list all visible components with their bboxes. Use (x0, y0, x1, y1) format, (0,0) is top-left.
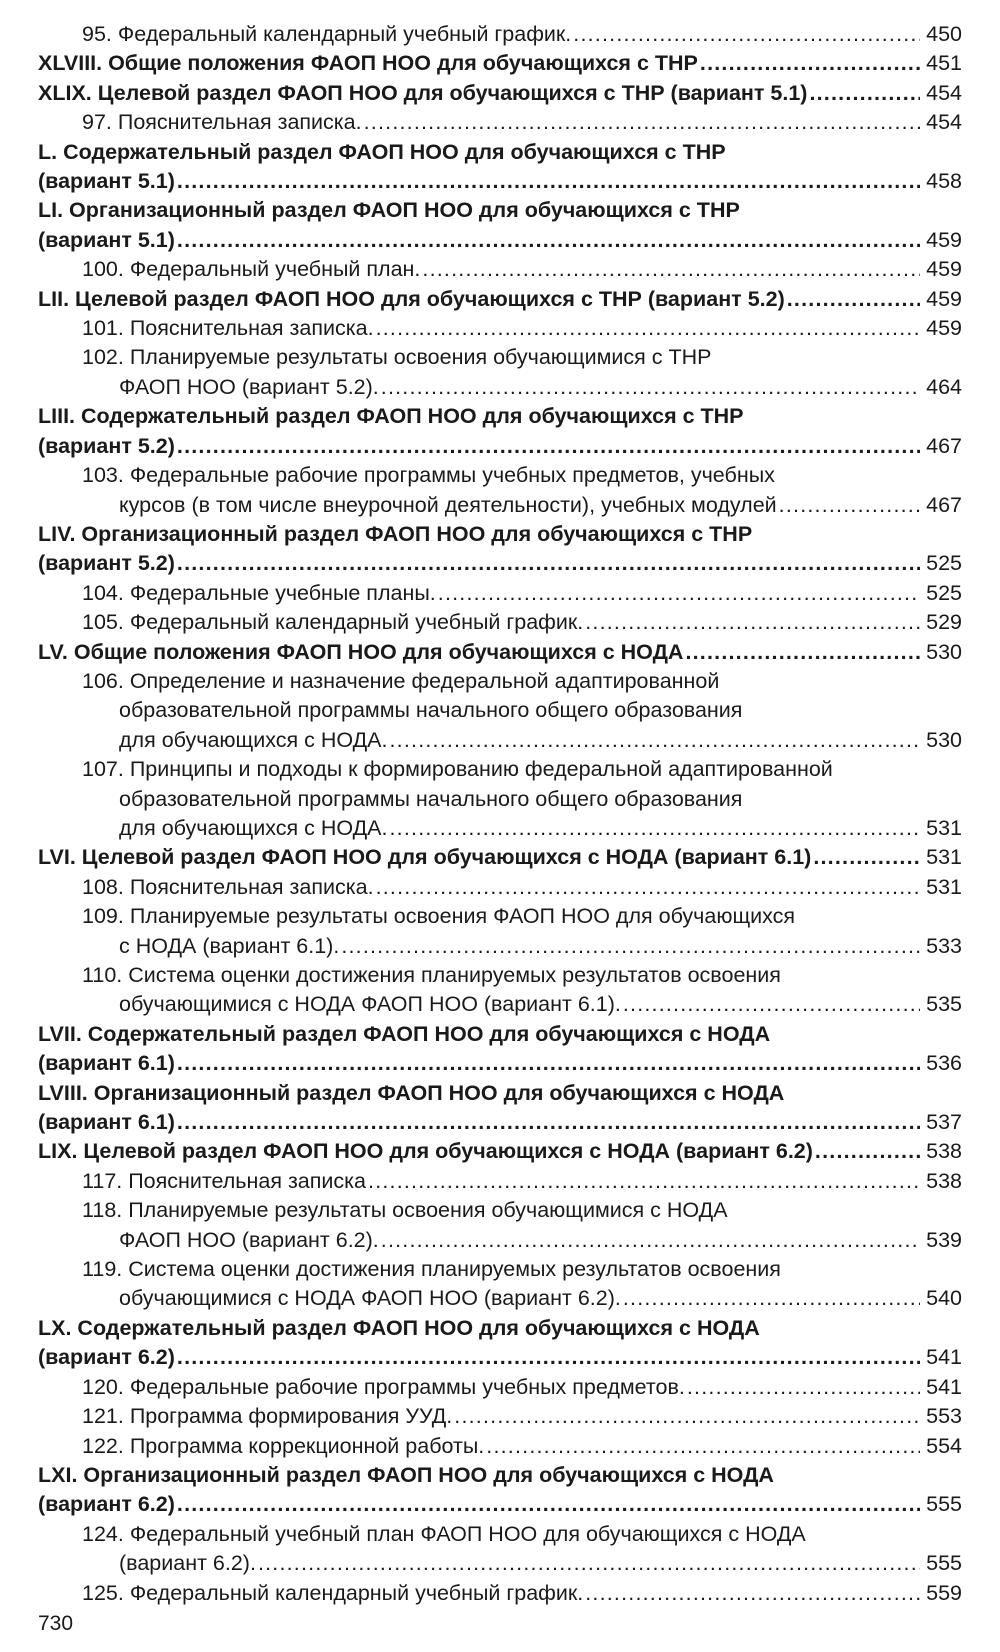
toc-page-number: 459 (926, 286, 962, 311)
toc-entry-title-line (82, 373, 922, 402)
toc-entry-title-line: LXI. Организационный раздел ФАОП НОО для обучающихся с НОДА (38, 1462, 774, 1487)
toc-entry-title (82, 108, 922, 137)
dot-leader (438, 579, 920, 608)
toc-entry-title-text: LVI. Целевой раздел ФАОП НОО для обучающихся с НОДА (вариант 6.1) (38, 845, 812, 870)
toc-entry-title (82, 902, 922, 961)
toc-subsection-entry[interactable] (38, 608, 962, 637)
toc-page-number: 531 (926, 874, 962, 899)
dot-leader (376, 873, 920, 902)
dot-leader (573, 20, 920, 49)
toc-entry-title (82, 1432, 922, 1461)
toc-subsection-entry[interactable] (38, 579, 962, 608)
toc-entry-title-text: 108. Пояснительная записка. (82, 874, 374, 899)
toc-entry-title-line: 124. Федеральный учебный план ФАОП НОО для обучающихся с НОДА (82, 1521, 806, 1546)
toc-subsection-entry[interactable] (38, 1196, 962, 1255)
toc-entry-title-line (38, 167, 922, 196)
toc-subsection-entry[interactable] (38, 667, 962, 755)
toc-entry-title-line (82, 814, 922, 843)
toc-entry-title-line (82, 873, 922, 902)
toc-subsection-entry[interactable] (38, 1167, 962, 1196)
toc-entry-title-line: 107. Принципы и подходы к формированию федеральной адаптированной (82, 757, 833, 782)
toc-page-number: 459 (926, 316, 962, 341)
toc-entry-title-text: 117. Пояснительная записка (82, 1168, 367, 1193)
toc-entry-title-line: LIV. Организационный раздел ФАОП НОО для обучающихся с ТНР (38, 521, 753, 546)
toc-section-entry[interactable] (38, 1461, 962, 1520)
toc-page-number: 454 (926, 110, 962, 135)
toc-subsection-entry[interactable] (38, 108, 962, 137)
toc-entry-title-text: (вариант 5.1) (38, 169, 175, 194)
toc-subsection-entry[interactable] (38, 343, 962, 402)
dot-leader (258, 1549, 920, 1578)
toc-section-entry[interactable] (38, 1079, 962, 1138)
toc-page-number: 530 (926, 639, 962, 664)
toc-page-number: 525 (926, 551, 962, 576)
dot-leader (815, 1137, 920, 1166)
toc-entry-title (82, 1579, 922, 1608)
toc-entry-title-line (82, 255, 922, 284)
toc-page-number: 541 (926, 1374, 962, 1399)
toc-entry-title-text: 105. Федеральный календарный учебный график. (82, 610, 584, 635)
toc-subsection-entry[interactable] (38, 755, 962, 843)
dot-leader (585, 608, 920, 637)
toc-entry-title-text: 120. Федеральные рабочие программы учебных предметов. (82, 1374, 685, 1399)
toc-section-entry[interactable] (38, 843, 962, 872)
toc-entry-title-text: 121. Программа формирования УУД. (82, 1404, 453, 1429)
toc-entry-title-line: образовательной программы начального общего образования (119, 786, 743, 811)
toc-entry-title-text: (вариант 6.2) (38, 1345, 175, 1370)
toc-entry-title-line: 110. Система оценки достижения планируемых результатов освоения (82, 963, 781, 987)
dot-leader (177, 1049, 920, 1078)
toc-entry-title-text: (вариант 5.2) (38, 433, 175, 458)
toc-entry-title (82, 755, 922, 843)
toc-subsection-entry[interactable] (38, 20, 962, 49)
toc-entry-title-text: XLVIII. Общие положения ФАОП НОО для обучающихся с ТНР (38, 51, 698, 76)
toc-entry-title-line: образовательной программы начального общего образования (119, 698, 743, 723)
toc-page-number: 538 (926, 1139, 962, 1164)
toc-entry-title-text: 101. Пояснительная записка. (82, 316, 374, 341)
toc-subsection-entry[interactable] (38, 1579, 962, 1608)
toc-entry-title-line (82, 314, 922, 343)
toc-entry-title-text: обучающимися с НОДА ФАОП НОО (вариант 6.1). (119, 992, 621, 1017)
toc-entry-title-line (38, 1490, 922, 1519)
dot-leader (422, 255, 920, 284)
toc-page-number: 533 (926, 933, 962, 958)
toc-entry-title (82, 961, 922, 1020)
dot-leader (700, 49, 920, 78)
toc-entry-title-text: (вариант 5.2) (38, 551, 175, 576)
toc-entry-title-line (82, 608, 922, 637)
dot-leader (177, 1490, 920, 1519)
toc-subsection-entry[interactable] (38, 461, 962, 520)
toc-entry-title-text: (вариант 5.1) (38, 227, 175, 252)
toc-entry-title-line (82, 1373, 922, 1402)
toc-entry-title-line (38, 549, 922, 578)
toc-entry-title (38, 196, 922, 255)
toc-page-number: 536 (926, 1051, 962, 1076)
toc-page-number: 540 (926, 1286, 962, 1311)
toc-entry-title (38, 520, 922, 579)
toc-section-entry[interactable] (38, 520, 962, 579)
dot-leader (177, 1343, 920, 1372)
toc-entry-title-text: для обучающихся с НОДА. (119, 727, 388, 752)
toc-entry-title-line (82, 1167, 922, 1196)
toc-section-entry[interactable] (38, 196, 962, 255)
toc-entry-title-text: 97. Пояснительная записка. (82, 110, 362, 135)
toc-page-number: 531 (926, 815, 962, 840)
toc-entry-title (38, 1314, 922, 1373)
toc-page-number: 553 (926, 1404, 962, 1429)
dot-leader (779, 491, 920, 520)
toc-entry-title-line (38, 1049, 922, 1078)
toc-entry-title (82, 1255, 922, 1314)
toc-entry-title-text: (вариант 6.1) (38, 1051, 175, 1076)
toc-entry-title-text: 104. Федеральные учебные планы. (82, 580, 436, 605)
toc-entry-title-line (82, 1432, 922, 1461)
toc-entry-title-text: 100. Федеральный учебный план. (82, 257, 421, 282)
dot-leader (341, 932, 920, 961)
toc-entry-title (38, 638, 922, 667)
toc-page-number: 454 (926, 80, 962, 105)
toc-section-entry[interactable] (38, 402, 962, 461)
dot-leader (486, 1432, 920, 1461)
toc-entry-title-line (82, 20, 922, 49)
toc-entry-title (82, 1196, 922, 1255)
toc-entry-title-line (38, 638, 922, 667)
toc-page-number: 535 (926, 992, 962, 1017)
toc-entry-title-line (38, 1343, 922, 1372)
toc-entry-title (82, 1402, 922, 1431)
dot-leader (177, 226, 920, 255)
toc-section-entry[interactable] (38, 79, 962, 108)
toc-entry-title-line (82, 1402, 922, 1431)
toc-entry-title-line (82, 990, 922, 1019)
toc-entry-title-line: LIII. Содержательный раздел ФАОП НОО для обучающихся с ТНР (38, 404, 744, 429)
toc-page-number: 467 (926, 433, 962, 458)
toc-entry-title-line (82, 726, 922, 755)
toc-entry-title-text: (вариант 6.2) (38, 1492, 175, 1517)
toc-entry-title (38, 1020, 922, 1079)
dot-leader (585, 1579, 920, 1608)
toc-entry-title (82, 608, 922, 637)
toc-entry-title-line (38, 285, 922, 314)
toc-entry-title-line (82, 491, 922, 520)
toc-subsection-entry[interactable] (38, 1402, 962, 1431)
toc-entry-title-text: XLIX. Целевой раздел ФАОП НОО для обучающихся с ТНР (вариант 5.1) (38, 80, 808, 105)
dot-leader (685, 638, 920, 667)
toc-entry-title-line: 119. Система оценки достижения планируемых результатов освоения (82, 1257, 781, 1282)
toc-entry-title-line: 106. Определение и назначение федеральной адаптированной (82, 668, 720, 693)
toc-entry-title-text: обучающимися с НОДА ФАОП НОО (вариант 6.2). (119, 1286, 621, 1311)
toc-page-number: 525 (926, 580, 962, 605)
dot-leader (177, 1108, 920, 1137)
dot-leader (390, 726, 921, 755)
toc-entry-title (82, 667, 922, 755)
toc-entry-title-line (38, 432, 922, 461)
toc-page-number: 554 (926, 1433, 962, 1458)
toc-entry-title (38, 402, 922, 461)
toc-page-number: 538 (926, 1168, 962, 1193)
dot-leader (381, 373, 920, 402)
toc-page-number: 467 (926, 492, 962, 517)
toc-entry-title-line (82, 1549, 922, 1578)
toc-entry-title-text: LII. Целевой раздел ФАОП НОО для обучающихся с ТНР (вариант 5.2) (38, 286, 785, 311)
toc-page-number: 459 (926, 257, 962, 282)
toc-page-number: 555 (926, 1492, 962, 1517)
toc-entry-title-line: L. Содержательный раздел ФАОП НОО для обучающихся с ТНР (38, 139, 726, 164)
toc-entry-title-line (38, 49, 922, 78)
dot-leader (381, 1226, 920, 1255)
toc-subsection-entry[interactable] (38, 902, 962, 961)
toc-page-number: 537 (926, 1110, 962, 1135)
toc-page-number: 541 (926, 1345, 962, 1370)
toc-entry-title (82, 1373, 922, 1402)
toc-entry-title-line (82, 1579, 922, 1608)
dot-leader (787, 285, 920, 314)
toc-section-entry[interactable] (38, 638, 962, 667)
toc-entry-title-text: 122. Программа коррекционной работы. (82, 1433, 485, 1458)
dot-leader (623, 1284, 920, 1313)
dot-leader (813, 843, 920, 872)
toc-section-entry[interactable] (38, 1137, 962, 1166)
toc-page-number: 530 (926, 727, 962, 752)
dot-leader (454, 1402, 920, 1431)
toc-page-number: 464 (926, 374, 962, 399)
toc-page-number: 531 (926, 845, 962, 870)
toc-entry-title (38, 1461, 922, 1520)
toc-entry-title (82, 873, 922, 902)
toc-subsection-entry[interactable] (38, 1255, 962, 1314)
toc-section-entry[interactable] (38, 49, 962, 78)
dot-leader (687, 1373, 920, 1402)
toc-subsection-entry[interactable] (38, 961, 962, 1020)
toc-page-number: 451 (926, 51, 962, 76)
dot-leader (364, 108, 920, 137)
toc-entry-title-line: LVIII. Организационный раздел ФАОП НОО для обучающихся с НОДА (38, 1080, 785, 1105)
toc-entry-title (82, 1520, 922, 1579)
toc-page-number: 450 (926, 22, 962, 46)
toc-subsection-entry[interactable] (38, 1520, 962, 1579)
toc-entry-title (82, 579, 922, 608)
toc-entry-title (38, 843, 922, 872)
dot-leader (177, 549, 920, 578)
toc-section-entry[interactable] (38, 138, 962, 197)
toc-entry-title-text: ФАОП НОО (вариант 6.2). (119, 1227, 379, 1252)
toc-entry-title (38, 138, 922, 197)
toc-entry-title (82, 1167, 922, 1196)
toc-entry-title-line (38, 226, 922, 255)
toc-entry-title-line (82, 108, 922, 137)
toc-section-entry[interactable] (38, 1020, 962, 1079)
toc-subsection-entry[interactable] (38, 314, 962, 343)
toc-entry-title-line: 102. Планируемые результаты освоения обучающимися с ТНР (82, 345, 712, 370)
toc-entry-title (38, 1137, 922, 1166)
toc-page-number: 539 (926, 1227, 962, 1252)
toc-page-number: 459 (926, 227, 962, 252)
toc-entry-title-line: 118. Планируемые результаты освоения обучающимися с НОДА (82, 1198, 728, 1223)
toc-page-number: 458 (926, 169, 962, 194)
toc-entry-title (82, 343, 922, 402)
page-number: 730 (38, 1612, 74, 1635)
toc-subsection-entry[interactable] (38, 873, 962, 902)
toc-entry-title-line (38, 1108, 922, 1137)
toc-subsection-entry[interactable] (38, 255, 962, 284)
toc-subsection-entry[interactable] (38, 1432, 962, 1461)
toc-entry-title-line: 103. Федеральные рабочие программы учебных предметов, учебных (82, 463, 775, 488)
toc-entry-title (82, 20, 922, 49)
toc-section-entry[interactable] (38, 1314, 962, 1373)
dot-leader (623, 990, 920, 1019)
dot-leader (376, 314, 920, 343)
toc-entry-title-line (38, 843, 922, 872)
table-of-contents (38, 20, 962, 1608)
toc-entry-title-text: 95. Федеральный календарный учебный график. (82, 22, 572, 46)
toc-entry-title-text: с НОДА (вариант 6.1). (119, 933, 340, 958)
dot-leader (177, 167, 920, 196)
toc-entry-title-line: LX. Содержательный раздел ФАОП НОО для обучающихся с НОДА (38, 1315, 760, 1340)
toc-entry-title (38, 79, 922, 108)
toc-entry-title-line (82, 932, 922, 961)
toc-entry-title-line (82, 1226, 922, 1255)
toc-subsection-entry[interactable] (38, 1373, 962, 1402)
toc-entry-title (38, 1079, 922, 1138)
toc-entry-title (82, 255, 922, 284)
toc-entry-title-line (82, 579, 922, 608)
toc-entry-title-line: LI. Организационный раздел ФАОП НОО для обучающихся с ТНР (38, 198, 740, 223)
dot-leader (177, 432, 920, 461)
toc-entry-title-text: LV. Общие положения ФАОП НОО для обучающихся с НОДА (38, 639, 684, 664)
toc-entry-title (82, 314, 922, 343)
toc-entry-title-line: LVII. Содержательный раздел ФАОП НОО для обучающихся с НОДА (38, 1021, 771, 1046)
dot-leader (390, 814, 921, 843)
toc-entry-title-text: LIX. Целевой раздел ФАОП НОО для обучающихся с НОДА (вариант 6.2) (38, 1139, 813, 1164)
toc-section-entry[interactable] (38, 285, 962, 314)
toc-entry-title-text: (вариант 6.2). (119, 1551, 256, 1576)
toc-page-number: 529 (926, 610, 962, 635)
toc-page-number: 555 (926, 1551, 962, 1576)
dot-leader (368, 1167, 920, 1196)
toc-entry-title-line (38, 79, 922, 108)
toc-entry-title-text: курсов (в том числе внеурочной деятельности), учебных модулей (119, 492, 777, 517)
dot-leader (809, 79, 920, 108)
toc-page-number: 559 (926, 1580, 962, 1605)
toc-entry-title-text: для обучающихся с НОДА. (119, 815, 388, 840)
toc-entry-title (82, 461, 922, 520)
toc-entry-title-line (38, 1137, 922, 1166)
toc-entry-title-line: 109. Планируемые результаты освоения ФАОП НОО для обучающихся (82, 904, 796, 929)
toc-entry-title (38, 49, 922, 78)
toc-entry-title-text: ФАОП НОО (вариант 5.2). (119, 374, 379, 399)
toc-entry-title-text: 125. Федеральный календарный учебный график. (82, 1580, 584, 1605)
toc-entry-title (38, 285, 922, 314)
toc-entry-title-text: (вариант 6.1) (38, 1110, 175, 1135)
toc-entry-title-line (82, 1284, 922, 1313)
